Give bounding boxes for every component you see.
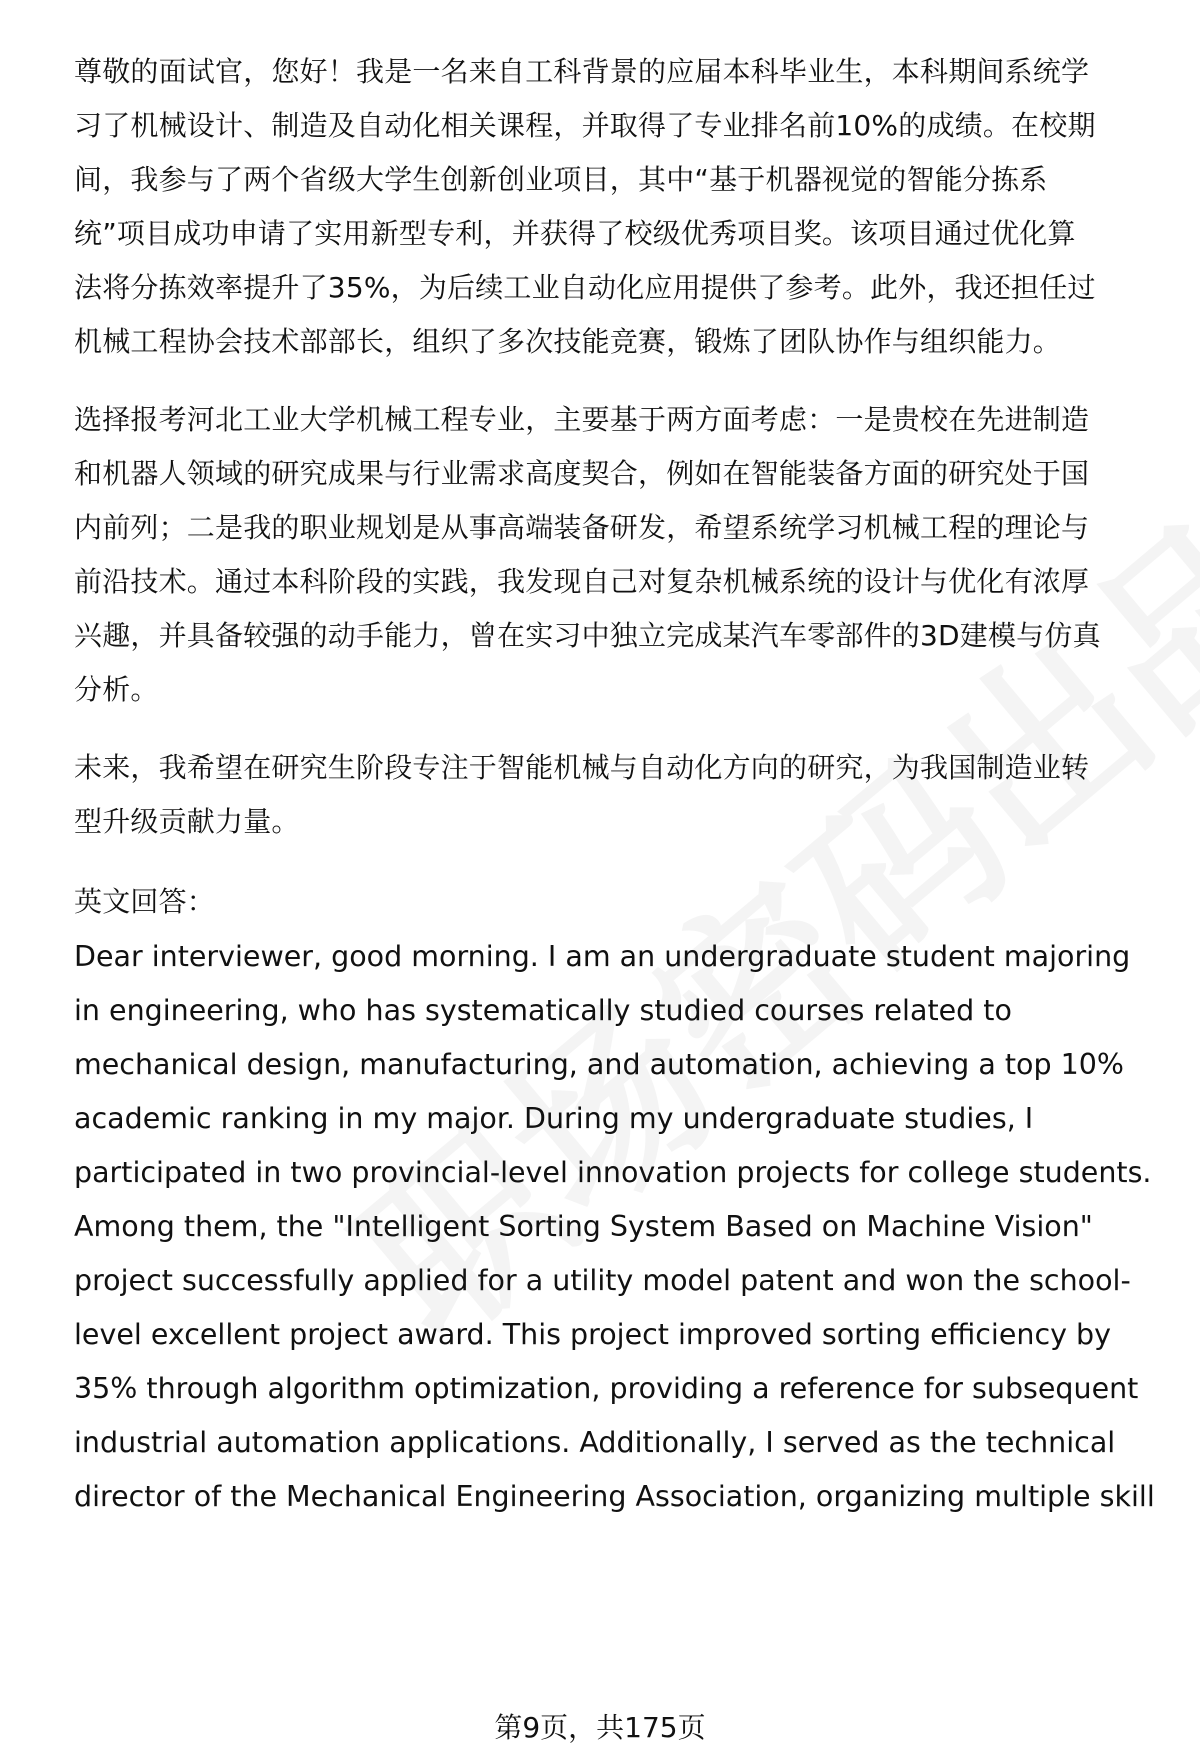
text-line: academic ranking in my major. During my undergraduate studies, I bbox=[74, 1102, 1034, 1135]
text-line: Among them, the "Intelligent Sorting System Based on Machine Vision" bbox=[74, 1210, 1093, 1243]
text-line: 和机器人领域的研究成果与行业需求高度契合，例如在智能装备方面的研究处于国 bbox=[74, 457, 1090, 490]
text-line: industrial automation applications. Additionally, I served as the technical bbox=[74, 1426, 1116, 1459]
text-line: 兴趣，并具备较强的动手能力，曾在实习中独立完成某汽车零部件的3D建模与仿真 bbox=[74, 619, 1101, 652]
text-line: participated in two provincial-level innovation projects for college students. bbox=[74, 1156, 1152, 1189]
text-line: 内前列；二是我的职业规划是从事高端装备研发，希望系统学习机械工程的理论与 bbox=[74, 511, 1090, 544]
text-line: mechanical design, manufacturing, and automation, achieving a top 10% bbox=[74, 1048, 1124, 1081]
text-line: 尊敬的面试官，您好！我是一名来自工科背景的应届本科毕业生，本科期间系统学 bbox=[74, 55, 1090, 88]
text-line: in engineering, who has systematically studied courses related to bbox=[74, 994, 1012, 1027]
text-line: project successfully applied for a utility model patent and won the school- bbox=[74, 1264, 1131, 1297]
text-line: 间，我参与了两个省级大学生创新创业项目，其中“基于机器视觉的智能分拣系 bbox=[74, 163, 1048, 196]
text-line: 法将分拣效率提升了35%，为后续工业自动化应用提供了参考。此外，我还担任过 bbox=[74, 271, 1096, 304]
text-line: 35% through algorithm optimization, providing a reference for subsequent bbox=[74, 1372, 1139, 1405]
text-line: 习了机械设计、制造及自动化相关课程，并取得了专业排名前10%的成绩。在校期 bbox=[74, 109, 1096, 142]
page-number: 第9页，共175页 bbox=[494, 1711, 706, 1744]
text-line: director of the Mechanical Engineering Association, organizing multiple skill bbox=[74, 1480, 1155, 1513]
text-line: 分析。 bbox=[74, 673, 159, 706]
text-line: Dear interviewer, good morning. I am an undergraduate student majoring bbox=[74, 940, 1131, 973]
text-line: 未来，我希望在研究生阶段专注于智能机械与自动化方向的研究，为我国制造业转 bbox=[74, 751, 1090, 784]
text-line: level excellent project award. This project improved sorting efficiency by bbox=[74, 1318, 1111, 1351]
text-line: 统”项目成功申请了实用新型专利，并获得了校级优秀项目奖。该项目通过优化算 bbox=[74, 217, 1076, 250]
english-answer-heading: 英文回答： bbox=[74, 885, 216, 918]
text-line: 型升级贡献力量。 bbox=[74, 805, 300, 838]
text-line: 前沿技术。通过本科阶段的实践，我发现自己对复杂机械系统的设计与优化有浓厚 bbox=[74, 565, 1090, 598]
text-line: 机械工程协会技术部部长，组织了多次技能竞赛，锻炼了团队协作与组织能力。 bbox=[74, 325, 1062, 358]
text-line: 选择报考河北工业大学机械工程专业，主要基于两方面考虑：一是贵校在先进制造 bbox=[74, 403, 1090, 436]
